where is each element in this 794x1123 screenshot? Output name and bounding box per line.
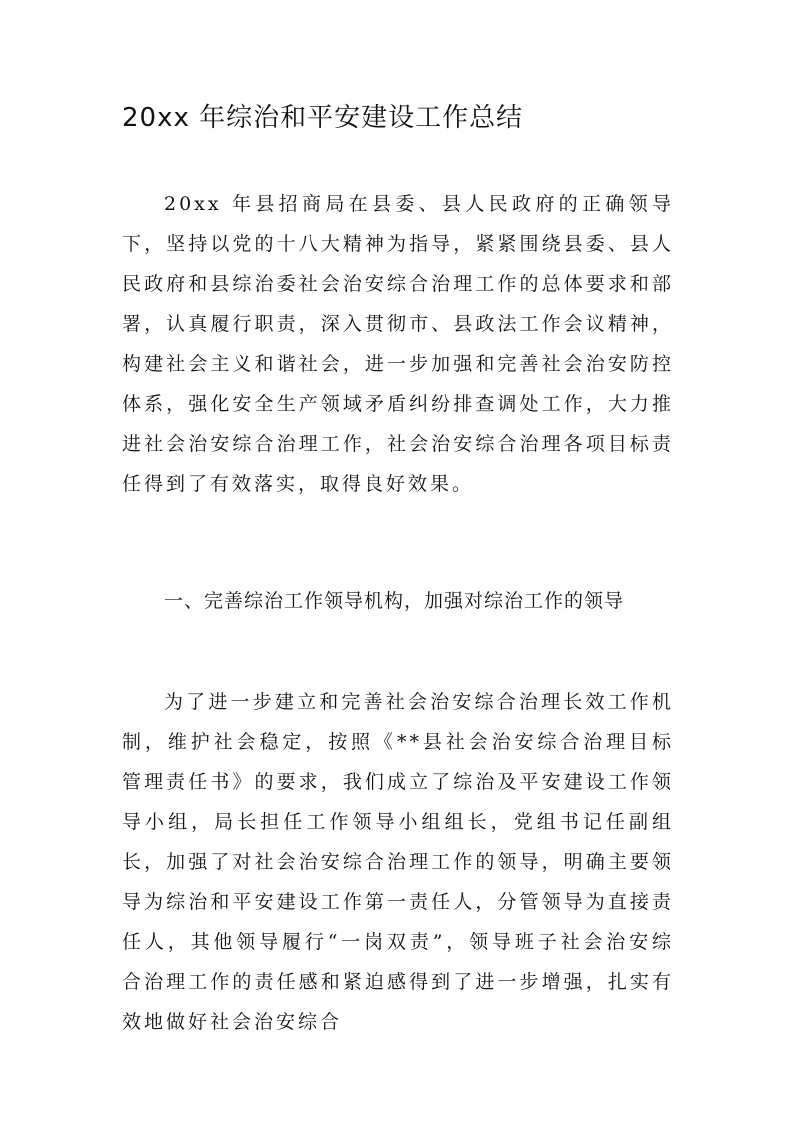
section-heading: 一、完善综治工作领导机构，加强对综治工作的领导 xyxy=(164,590,625,612)
document-title: 20xx 年综治和平安建设工作总结 xyxy=(122,103,524,133)
section-paragraph: 为了进一步建立和完善社会治安综合治理长效工作机制，维护社会稳定，按照《**县社会治安综合治理目标管理责任书》的要求，我们成立了综治及平安建设工作领导小组，局长担任工作领导小组组长，党组书记任副组长，加强了对社会治安综合治理工作的领导，明确主要领导为综治和平安建设工作第一责任人，分管领导为直接责任人，其他领导履行“一岗双责”，领导班子社会治安综合治理工作的责任感和紧迫感得到了进一步增强，扎实有效地做好社会治安综合 xyxy=(122,691,674,1033)
intro-paragraph: 20xx 年县招商局在县委、县人民政府的正确领导下，坚持以党的十八大精神为指导，紧紧围绕县委、县人民政府和县综治委社会治安综合治理工作的总体要求和部署，认真履行职责，深入贯彻市、县政法工作会议精神，构建社会主义和谐社会，进一步加强和完善社会治安防控体系，强化安全生产领域矛盾纠纷排查调处工作，大力推进社会治安综合治理工作，社会治安综合治理各项目标责任得到了有效落实，取得良好效果。 xyxy=(122,193,674,495)
